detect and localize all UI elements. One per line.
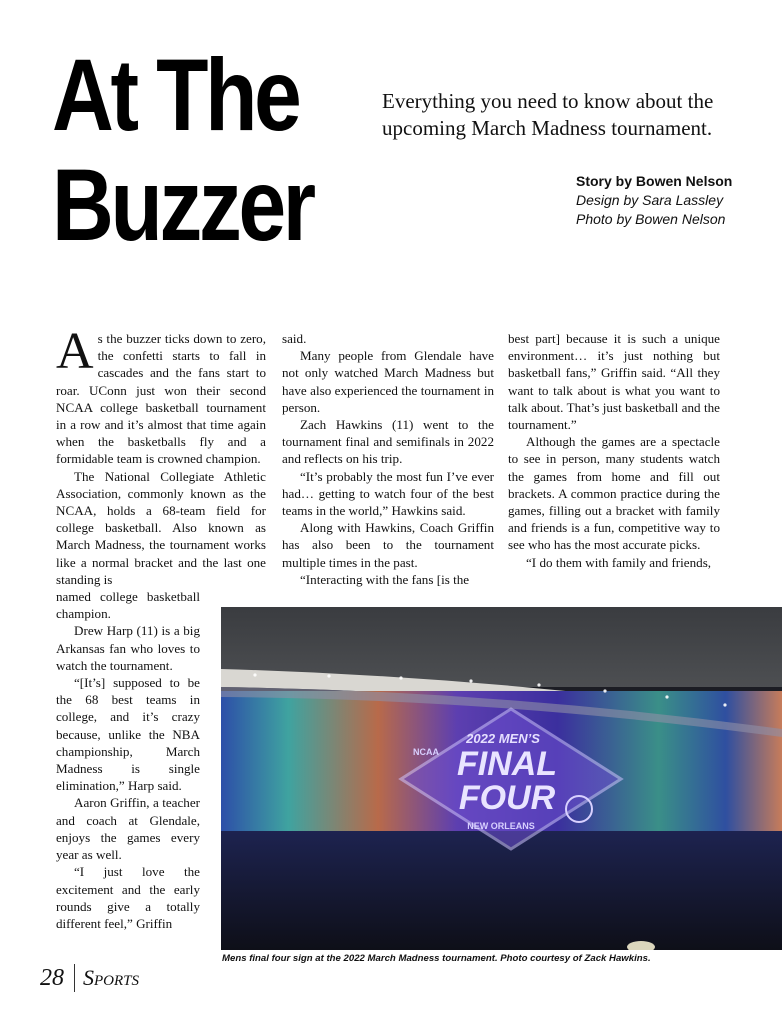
final-four-photo [221,607,782,950]
paragraph: Aaron Griffin, a teacher and coach at Glendale, enjoys the games every year as well. [56,795,200,863]
story-credit: Story by Bowen Nelson [576,173,733,189]
page-footer [40,963,139,993]
headline-line-1: At The [52,38,299,152]
paragraph: “I just love the excitement and the early rounds give a totally different feel,” Griffin [56,864,200,931]
logo-final: FINAL [456,745,558,783]
paragraph: Although the games are a spectacle to see in person, many students watch the games from home and fill out brackets. A common practice during the games, filling out a bracket with family and friends is a fun, competitive way to see who has the most accurate picks. [508,434,720,553]
paragraph: “It’s probably the most fun I’ve ever had… getting to watch four of the best teams in the world,” Hawkins said. [282,468,494,519]
paragraph: “[It’s] supposed to be the 68 best teams in college, and it’s crazy because, unlike the NBA championship, March Madness is single elimination,” Harp said. [56,675,200,794]
narrow-column-wrap [56,588,200,932]
footer-divider [74,964,75,992]
paragraph: “Interacting with the fans [is the [300,571,470,587]
photo-caption: Mens final four sign at the 2022 March Madness tournament. Photo courtesy of Zack Hawkins. [222,953,651,964]
photo-credit: Photo by Bowen Nelson [576,211,726,227]
paragraph: named college basketball champion. [56,589,200,622]
logo-ncaa: NCAA [413,747,439,757]
paragraph: best part] because it is such a unique environment… it’s just nothing but basketball fans,” Griffin said. “All they want to talk about is what you want to talk about. That’s just basketball and the tournament.” [508,331,720,433]
paragraph: Many people from Glendale have not only watched March Madness but have also experienced the tournament in person. [282,348,494,415]
paragraph-text: s the buzzer ticks down to zero, the confetti starts to fall in cascades and the fans start to roar. UConn just won their second NCAA college basketball tournament in a row and it’s almost that time again when the basketballs fly and a formidable team is crowned champion. [56,331,266,467]
paragraph: said. [282,331,307,346]
design-credit: Design by Sara Lassley [576,192,724,208]
drop-cap: A [56,323,94,380]
article-column-2 [282,330,494,588]
headline [52,40,329,260]
paragraph: The National Collegiate Athletic Association, commonly known as the NCAA, holds a 68-team field for college basketball. Also known as March Madness, the tournament works like a normal bracket and the last one standing is [56,468,266,587]
logo-top: 2022 MEN’S [466,731,540,746]
paragraph: “I do them with family and friends, [526,554,712,570]
paragraph: Drew Harp (11) is a big Arkansas fan who loves to watch the tournament. [56,623,200,673]
paragraph: Zach Hawkins (11) went to the tournament final and semifinals in 2022 and reflects on his trip. [282,417,494,467]
article-column-3 [508,330,720,571]
logo-four: FOUR [458,779,556,817]
page-number: 28 [40,964,64,991]
paragraph: Along with Hawkins, Coach Griffin has also been to the tournament multiple times in the past. [282,520,494,570]
section-name: Sports [83,965,139,990]
byline-block [576,172,776,229]
paragraph [56,323,266,468]
photo-illustration [221,607,782,950]
subheadline: Everything you need to know about the upcoming March Madness tournament. [382,89,714,140]
headline-line-2: Buzzer [52,148,313,262]
logo-city: NEW ORLEANS [467,821,535,831]
